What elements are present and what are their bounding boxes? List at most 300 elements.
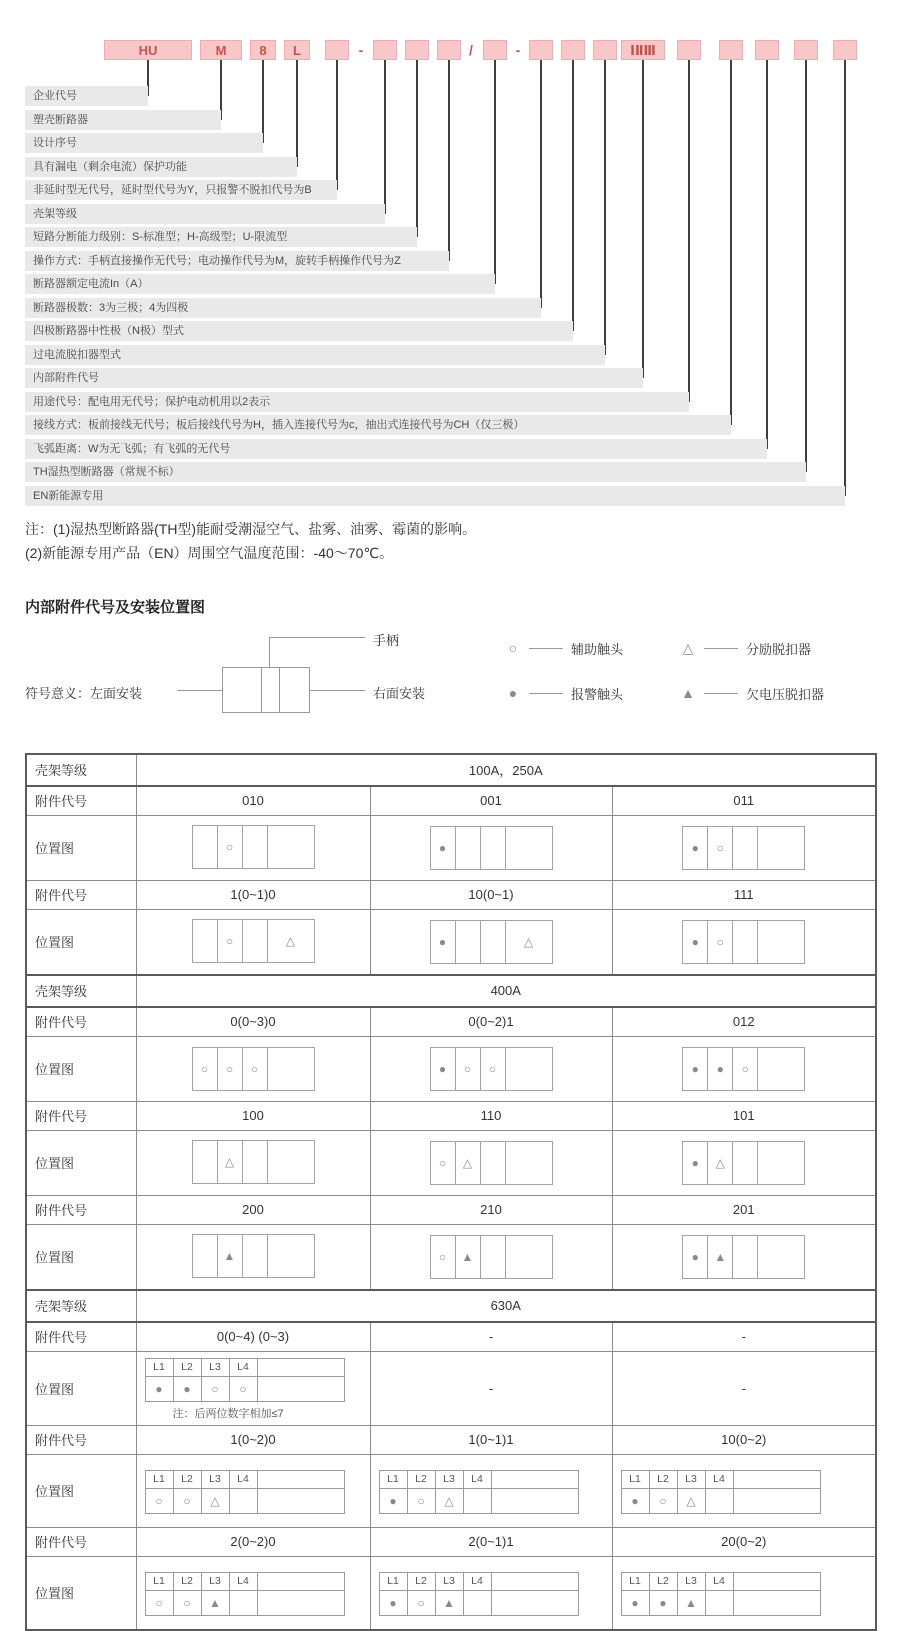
diagram-cell: ○ xyxy=(481,1048,506,1090)
diagram-cell xyxy=(506,1142,552,1184)
table-row-frame xyxy=(26,754,876,786)
position-diagram-box xyxy=(192,1234,315,1278)
diagram-cell xyxy=(230,1591,258,1615)
row-header-position: 位置图 xyxy=(26,909,136,975)
position-diagram-box xyxy=(192,1140,315,1184)
code-label-bar: 接线方式：板前接线无代号；板后接线代号为H，插入连接代号为c，抽出式连接代号为CH（仅三极） xyxy=(25,415,731,435)
diagram-cell: ● xyxy=(683,921,708,963)
right-install-label: 右面安装 xyxy=(373,685,426,701)
accessory-position-table xyxy=(25,753,877,1631)
code-separator-dash: - xyxy=(358,42,364,58)
row-header-position: 位置图 xyxy=(26,1036,136,1101)
row-header-code: 附件代号 xyxy=(26,1007,136,1037)
diagram-cell: ● xyxy=(708,1048,733,1090)
hollow-triangle-icon: △ xyxy=(682,639,694,656)
diagram-cell xyxy=(193,920,218,962)
diagram-divider xyxy=(279,668,280,712)
position-diagram-box xyxy=(192,825,315,869)
table-row-code xyxy=(26,1527,876,1556)
position-diagram-cell xyxy=(136,1224,370,1290)
diagram-cell: ▲ xyxy=(708,1236,733,1278)
diagram-cell xyxy=(481,921,506,963)
position-diagram-box xyxy=(430,1047,553,1091)
table-row-code xyxy=(26,1007,876,1037)
diagram-cell: L2 xyxy=(174,1359,202,1376)
legend-item-shunt-release xyxy=(680,639,811,658)
diagram-cell xyxy=(268,826,314,868)
diagram-tail xyxy=(734,1471,820,1488)
diagram-cell: ○ xyxy=(431,1142,456,1184)
table-row-position xyxy=(26,1224,876,1290)
code-separator-slash: / xyxy=(469,42,473,58)
code-box-usage xyxy=(677,40,701,60)
table-row-position xyxy=(26,1454,876,1527)
position-diagram-cell xyxy=(136,1130,370,1195)
code-label-bar: 用途代号：配电用无代号；保护电动机用以2表示 xyxy=(25,392,689,412)
code-label-bar: 四极断路器中性极（N极）型式 xyxy=(25,321,573,341)
diagram-cell: ○ xyxy=(202,1377,230,1401)
diagram-cell xyxy=(758,921,804,963)
code-box-frame xyxy=(373,40,397,60)
position-diagram-table xyxy=(621,1572,821,1616)
position-diagram-cell xyxy=(136,1556,370,1630)
diagram-cell: L4 xyxy=(230,1471,258,1488)
diagram-cell: ○ xyxy=(218,920,243,962)
position-diagram-table xyxy=(145,1572,345,1616)
diagram-tail xyxy=(258,1489,344,1513)
accessory-code: 200 xyxy=(136,1195,370,1224)
table-row-position xyxy=(26,1036,876,1101)
diagram-cell: ● xyxy=(622,1489,650,1513)
accessory-code: 2(0~1)1 xyxy=(370,1527,612,1556)
connector-line xyxy=(805,60,807,472)
position-diagram-cell xyxy=(370,1036,612,1101)
position-diagram-cell xyxy=(136,815,370,880)
accessory-code: 001 xyxy=(370,786,612,816)
table-row-code xyxy=(26,1425,876,1454)
accessory-code: 101 xyxy=(612,1101,876,1130)
legend-item-undervoltage-release xyxy=(680,684,824,703)
connector-line xyxy=(416,60,418,237)
diagram-cell: L2 xyxy=(650,1573,678,1590)
code-label-bar: 过电流脱扣器型式 xyxy=(25,345,605,365)
diagram-cell: ○ xyxy=(174,1591,202,1615)
code-label-bar: 设计序号 xyxy=(25,133,263,153)
legend-item-label: 欠电压脱扣器 xyxy=(746,686,825,702)
diagram-cell: ● xyxy=(431,1048,456,1090)
diagram-cell xyxy=(268,1235,314,1277)
position-diagram-cell xyxy=(370,1556,612,1630)
position-diagram-cell xyxy=(370,1224,612,1290)
diagram-cell: ○ xyxy=(243,1048,268,1090)
diagram-cell: ● xyxy=(622,1591,650,1615)
diagram-cell: ○ xyxy=(708,827,733,869)
diagram-cell: ○ xyxy=(431,1236,456,1278)
position-diagram-box xyxy=(682,920,805,964)
position-diagram-box xyxy=(682,1047,805,1091)
diagram-cell: ○ xyxy=(733,1048,758,1090)
diagram-cell: △ xyxy=(218,1141,243,1183)
diagram-cell xyxy=(193,1141,218,1183)
code-box-current xyxy=(483,40,507,60)
position-diagram-cell xyxy=(370,815,612,880)
code-separator-dash: - xyxy=(515,42,521,58)
position-diagram-box xyxy=(682,826,805,870)
connector-line xyxy=(844,60,846,496)
code-label-bar: 飞弧距离：W为无飞弧；有飞弧的无代号 xyxy=(25,439,767,459)
position-diagram-cell: - xyxy=(370,1351,612,1425)
code-label-bar: 塑壳断路器 xyxy=(25,110,221,130)
position-diagram-table xyxy=(379,1470,579,1514)
code-box-delay xyxy=(325,40,349,60)
diagram-tail xyxy=(492,1471,578,1488)
frame-value: 100A，250A xyxy=(136,754,876,786)
position-diagram-box xyxy=(682,1235,805,1279)
table-row-position xyxy=(26,1130,876,1195)
diagram-cell: L4 xyxy=(706,1573,734,1590)
table-row-position xyxy=(26,1556,876,1630)
position-diagram-box xyxy=(430,920,553,964)
code-label-bar: 断路器极数：3为三极；4为四极 xyxy=(25,298,541,318)
position-diagram-cell xyxy=(612,1224,876,1290)
table-row-position xyxy=(26,1351,876,1425)
diagram-cell xyxy=(758,1236,804,1278)
diagram-cell: △ xyxy=(523,934,534,949)
position-diagram-box xyxy=(430,1235,553,1279)
position-diagram-box xyxy=(430,1141,553,1185)
code-label-bar: 企业代号 xyxy=(25,86,148,106)
notes-block xyxy=(25,518,875,566)
table-row-code xyxy=(26,880,876,909)
position-diagram-table xyxy=(145,1358,345,1402)
diagram-cell: L4 xyxy=(464,1573,492,1590)
diagram-cell xyxy=(758,1048,804,1090)
code-box-breaking xyxy=(405,40,429,60)
accessory-code: - xyxy=(370,1322,612,1352)
accessory-code: 210 xyxy=(370,1195,612,1224)
connector-line xyxy=(448,60,450,261)
diagram-tail xyxy=(258,1359,344,1376)
diagram-cell: ○ xyxy=(174,1489,202,1513)
diagram-cell xyxy=(464,1591,492,1615)
legend-item-label: 分励脱扣器 xyxy=(746,641,812,657)
diagram-cell: ○ xyxy=(218,826,243,868)
diagram-cell xyxy=(481,1142,506,1184)
diagram-cell xyxy=(706,1489,734,1513)
connector-line xyxy=(540,60,542,308)
position-diagram-cell xyxy=(136,1454,370,1527)
position-diagram-cell xyxy=(612,815,876,880)
diagram-cell: ▲ xyxy=(202,1591,230,1615)
diagram-cell: L1 xyxy=(380,1471,408,1488)
diagram-cell: ○ xyxy=(146,1591,174,1615)
diagram-cell: L4 xyxy=(230,1573,258,1590)
position-diagram-cell xyxy=(612,1556,876,1630)
code-label-bar: 壳架等级 xyxy=(25,204,385,224)
diagram-cell xyxy=(464,1489,492,1513)
model-code-diagram xyxy=(0,0,900,512)
connector-line xyxy=(336,60,338,190)
connector-line xyxy=(688,60,690,402)
connector-line xyxy=(766,60,768,449)
legend-item-aux-contact xyxy=(505,639,623,658)
diagram-tail xyxy=(258,1377,344,1401)
accessory-code: 1(0~1)1 xyxy=(370,1425,612,1454)
table-row-frame xyxy=(26,975,876,1007)
diagram-cell: △ xyxy=(436,1489,464,1513)
diagram-cell: L3 xyxy=(678,1573,706,1590)
accessory-code: - xyxy=(612,1322,876,1352)
diagram-cell: ▲ xyxy=(456,1236,481,1278)
diagram-cell: L2 xyxy=(408,1471,436,1488)
accessory-code: 011 xyxy=(612,786,876,816)
accessory-code: 1(0~2)0 xyxy=(136,1425,370,1454)
legend-item-label: 报警触头 xyxy=(571,686,624,702)
diagram-cell xyxy=(268,1141,314,1183)
diagram-cell: L4 xyxy=(230,1359,258,1376)
diagram-cell: L4 xyxy=(464,1471,492,1488)
position-diagram-cell xyxy=(612,909,876,975)
diagram-cell xyxy=(758,1142,804,1184)
diagram-cell: L3 xyxy=(678,1471,706,1488)
code-box-accessory: ⅠⅡⅢ xyxy=(621,40,665,60)
frame-value: 400A xyxy=(136,975,876,1007)
diagram-cell: ○ xyxy=(146,1489,174,1513)
diagram-tail xyxy=(734,1573,820,1590)
position-diagram-cell xyxy=(136,1351,370,1425)
diagram-cell: L3 xyxy=(202,1573,230,1590)
row-header-code: 附件代号 xyxy=(26,1195,136,1224)
row-header-position: 位置图 xyxy=(26,1224,136,1290)
diagram-cell: ● xyxy=(380,1489,408,1513)
handle-pointer-line xyxy=(269,637,270,667)
position-diagram-cell: - xyxy=(612,1351,876,1425)
position-diagram-cell xyxy=(612,1130,876,1195)
code-box-type: M xyxy=(200,40,242,60)
diagram-cell xyxy=(193,1235,218,1277)
diagram-cell: ○ xyxy=(230,1377,258,1401)
diagram-cell: L2 xyxy=(174,1471,202,1488)
row-header-position: 位置图 xyxy=(26,1454,136,1527)
row-header-code: 附件代号 xyxy=(26,1101,136,1130)
diagram-cell: ● xyxy=(380,1591,408,1615)
accessory-code: 0(0~2)1 xyxy=(370,1007,612,1037)
frame-value: 630A xyxy=(136,1290,876,1322)
diagram-cell: L3 xyxy=(202,1471,230,1488)
accessory-code: 0(0~3)0 xyxy=(136,1007,370,1037)
diagram-cell xyxy=(733,1236,758,1278)
connector-line xyxy=(642,60,644,378)
code-box-release xyxy=(593,40,617,60)
diagram-cell: L1 xyxy=(146,1471,174,1488)
diagram-tail xyxy=(258,1573,344,1590)
diagram-cell: L2 xyxy=(174,1573,202,1590)
diagram-cell: ▲ xyxy=(678,1591,706,1615)
diagram-cell: L2 xyxy=(650,1471,678,1488)
diagram-cell: L2 xyxy=(408,1573,436,1590)
code-label-bar: 内部附件代号 xyxy=(25,368,643,388)
position-diagram-box xyxy=(192,1047,315,1091)
code-label-bar: TH湿热型断路器（常规不标） xyxy=(25,462,806,482)
diagram-cell: ○ xyxy=(650,1489,678,1513)
diagram-cell xyxy=(733,1142,758,1184)
diagram-tail xyxy=(492,1489,578,1513)
diagram-cell xyxy=(268,1048,314,1090)
diagram-cell: △ xyxy=(202,1489,230,1513)
legend-dash xyxy=(529,648,563,649)
accessory-code: 0(0~4) (0~3) xyxy=(136,1322,370,1352)
legend-dash xyxy=(704,648,738,649)
diagram-cell xyxy=(506,1048,552,1090)
code-label-bar: EN新能源专用 xyxy=(25,486,845,506)
diagram-cell: △ xyxy=(708,1142,733,1184)
position-diagram-box xyxy=(682,1141,805,1185)
legend-left-line xyxy=(177,690,222,691)
position-diagram-cell xyxy=(136,1036,370,1101)
code-label-bar: 具有漏电（剩余电流）保护功能 xyxy=(25,157,297,177)
diagram-cell: L1 xyxy=(622,1471,650,1488)
diagram-cell: ● xyxy=(683,827,708,869)
connector-line xyxy=(730,60,732,425)
code-box-wiring xyxy=(719,40,743,60)
code-box-neutral xyxy=(561,40,585,60)
diagram-tail xyxy=(258,1471,344,1488)
row-header-position: 位置图 xyxy=(26,1130,136,1195)
position-diagram-cell xyxy=(370,1454,612,1527)
breaker-outline-diagram xyxy=(222,667,310,713)
diagram-cell: ● xyxy=(431,921,456,963)
diagram-cell: ▲ xyxy=(218,1235,243,1277)
diagram-cell: L4 xyxy=(706,1471,734,1488)
connector-line xyxy=(572,60,574,331)
filled-circle-icon: ● xyxy=(508,685,518,702)
diagram-cell xyxy=(243,1141,268,1183)
code-box-th xyxy=(794,40,818,60)
diagram-cell: ○ xyxy=(193,1048,218,1090)
code-label-bar: 操作方式：手柄直接操作无代号；电动操作代号为M，旋转手柄操作代号为Z xyxy=(25,251,449,271)
code-box-en xyxy=(833,40,857,60)
row-header-code: 附件代号 xyxy=(26,786,136,816)
connector-line xyxy=(262,60,264,143)
diagram-cell: △ xyxy=(678,1489,706,1513)
position-diagram-cell xyxy=(612,1454,876,1527)
position-diagram-cell xyxy=(612,1036,876,1101)
position-diagram-cell xyxy=(370,1130,612,1195)
diagram-cell: L1 xyxy=(146,1573,174,1590)
position-diagram-cell xyxy=(136,909,370,975)
diagram-cell: △ xyxy=(285,933,296,948)
legend-dash xyxy=(529,693,563,694)
accessory-code: 1(0~1)0 xyxy=(136,880,370,909)
note-line: (2)新能源专用产品（EN）周围空气温度范围：-40～70℃。 xyxy=(25,544,394,561)
connector-line xyxy=(494,60,496,284)
position-diagram-table xyxy=(145,1470,345,1514)
handle-pointer-line xyxy=(269,637,365,638)
position-diagram-table xyxy=(379,1572,579,1616)
diagram-cell: L3 xyxy=(436,1573,464,1590)
diagram-cell xyxy=(481,827,506,869)
row-header-frame: 壳架等级 xyxy=(26,975,136,1007)
legend-left-install-label: 符号意义：左面安装 xyxy=(25,685,143,701)
accessory-code: 201 xyxy=(612,1195,876,1224)
diagram-cell xyxy=(506,827,552,869)
diagram-cell: ● xyxy=(683,1236,708,1278)
accessory-code: 012 xyxy=(612,1007,876,1037)
connector-line xyxy=(384,60,386,214)
diagram-tail xyxy=(734,1591,820,1615)
diagram-cell xyxy=(758,827,804,869)
diagram-cell: ● xyxy=(174,1377,202,1401)
diagram-cell xyxy=(456,921,481,963)
legend-item-alarm-contact xyxy=(505,684,623,703)
legend-dash xyxy=(704,693,738,694)
diagram-cell xyxy=(243,826,268,868)
handle-label: 手柄 xyxy=(373,632,400,648)
hollow-circle-icon: ○ xyxy=(508,640,518,657)
position-diagram-box xyxy=(430,826,553,870)
diagram-cell: ● xyxy=(146,1377,174,1401)
table-row-code xyxy=(26,786,876,816)
diagram-cell xyxy=(733,921,758,963)
note-line: 注：(1)湿热型断路器(TH型)能耐受潮湿空气、盐雾、油雾、霉菌的影响。 xyxy=(25,521,477,537)
table-row-code xyxy=(26,1195,876,1224)
code-box-poles xyxy=(529,40,553,60)
diagram-tail xyxy=(734,1489,820,1513)
accessory-code: 2(0~2)0 xyxy=(136,1527,370,1556)
table-row-position xyxy=(26,909,876,975)
row-header-position: 位置图 xyxy=(26,1556,136,1630)
accessory-code: 20(0~2) xyxy=(612,1527,876,1556)
section-title: 内部附件代号及安装位置图 xyxy=(25,598,206,616)
accessory-code: 010 xyxy=(136,786,370,816)
table-row-code xyxy=(26,1101,876,1130)
accessory-code: 10(0~2) xyxy=(612,1425,876,1454)
diagram-cell xyxy=(243,920,268,962)
diagram-cell xyxy=(481,1236,506,1278)
position-diagram-cell xyxy=(370,909,612,975)
row-header-frame: 壳架等级 xyxy=(26,754,136,786)
diagram-cell: L3 xyxy=(202,1359,230,1376)
row-header-code: 附件代号 xyxy=(26,1425,136,1454)
accessory-code: 111 xyxy=(612,880,876,909)
diagram-cell xyxy=(193,826,218,868)
code-label-bar: 断路器额定电流In（A） xyxy=(25,274,495,294)
diagram-cell: L1 xyxy=(622,1573,650,1590)
diagram-divider xyxy=(261,668,262,712)
diagram-cell: ● xyxy=(431,827,456,869)
code-box-leakage: L xyxy=(284,40,310,60)
filled-triangle-icon: ▲ xyxy=(681,685,695,702)
row-header-code: 附件代号 xyxy=(26,1322,136,1352)
diagram-cell xyxy=(733,827,758,869)
accessory-code: 110 xyxy=(370,1101,612,1130)
right-install-line xyxy=(310,690,365,691)
code-box-company: HU xyxy=(104,40,192,60)
code-box-operation xyxy=(437,40,461,60)
diagram-cell: ○ xyxy=(456,1048,481,1090)
code-label-bar: 非延时型无代号，延时型代号为Y，只报警不脱扣代号为B xyxy=(25,180,337,200)
table-row-code xyxy=(26,1322,876,1352)
diagram-cell xyxy=(456,827,481,869)
position-diagram-table xyxy=(621,1470,821,1514)
diagram-cell: ● xyxy=(683,1048,708,1090)
connector-line xyxy=(604,60,606,355)
diagram-tail xyxy=(492,1573,578,1590)
diagram-tail xyxy=(258,1591,344,1615)
diagram-cell xyxy=(243,1235,268,1277)
position-diagram-box xyxy=(192,919,315,963)
diagram-cell: ▲ xyxy=(436,1591,464,1615)
